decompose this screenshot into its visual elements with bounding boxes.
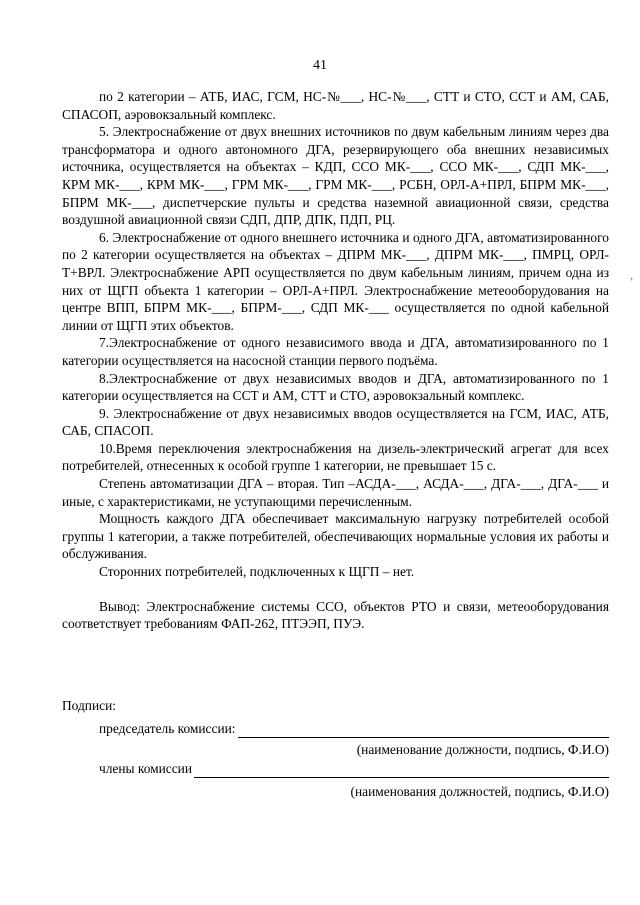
- paragraph-third-party: Сторонних потребителей, подключенных к ЩГП – нет.: [99, 564, 415, 580]
- signatures-heading: Подписи:: [62, 698, 116, 713]
- edge-mark: ,: [630, 270, 633, 282]
- chairman-caption: (наименование должности, подпись, Ф.И.О): [356, 742, 609, 757]
- paragraph-item-10: 10.Время переключения электроснабжения на дизель-электрический агрегат для всех потребителей, отнесенных к особой группе 1 категории, не превышает 15 с.: [62, 440, 609, 474]
- paragraph-item-5: 5. Электроснабжение от двух внешних источников по двум кабельным линиям через два трансформатора и одного автономного ДГА, резервирующего оба внешних независимых источника, осуществляется на объектах – КДП, ССО МК-___, ССО МК-___, СДП МК-___, КРМ МК-___, КРМ МК-___, ГРМ МК-___, ГРМ МК-___, РСБН, ОРЛ-А+ПРЛ, БПРМ МК-___, БПРМ МК-___, диспетчерские пульты и средства наземной авиационной связи, средства воздушной авиационной связи СДП, ДПР, ДПК, ПДП, РЦ.: [62, 124, 609, 228]
- paragraph-item-8: 8.Электроснабжение от двух независимых вводов и ДГА, автоматизированного по 1 категории осуществляется на ССТ и АМ, СТТ и СТО, аэровокзальный комплекс.: [62, 370, 609, 404]
- members-signature-row: [99, 760, 609, 778]
- members-label: члены комиссии: [99, 761, 192, 776]
- chairman-label: председатель комиссии:: [99, 721, 236, 736]
- chairman-signature-line[interactable]: [238, 723, 609, 738]
- members-caption: (наименования должностей, подпись, Ф.И.О): [350, 784, 609, 799]
- paragraph-item-6: 6. Электроснабжение от одного внешнего источника и одного ДГА, автоматизированного по 2 категории осуществляется на объектах – ДПРМ МК-___, ДПРМ МК-___, ПМРЦ, ОРЛ-Т+ВРЛ. Электроснабжение АРП осуществляется по двум кабельным линиям, причем одна из них от ЩГП объекта 1 категории – ОРЛ-А+ПРЛ. Электроснабжение метеооборудования на центре ВПП, БПРМ МК-___, БПРМ-___, СДП МК-___ осуществляется по одной кабельной линии от ЩГП этих объектов.: [62, 229, 609, 333]
- page-number: 41: [313, 58, 327, 73]
- paragraph-power-capacity: Мощность каждого ДГА обеспечивает максимальную нагрузку потребителей особой группы 1 категории, а также потребителей, обеспечивающих нормальные условия их работы и обслуживания.: [62, 511, 609, 562]
- chairman-signature-row: [99, 720, 609, 738]
- paragraph-item-7: 7.Электроснабжение от одного независимого ввода и ДГА, автоматизированного по 1 категории осуществляется на насосной станции первого подъёма.: [62, 335, 609, 368]
- paragraph-item-9: 9. Электроснабжение от двух независимых вводов осуществляется на ГСМ, ИАС, АТБ, САБ, СПАСОП.: [62, 405, 609, 439]
- paragraph-conclusion: Вывод: Электроснабжение системы ССО, объектов РТО и связи, метеооборудования соответствует требованиям ФАП-262, ПТЭЭП, ПУЭ.: [62, 598, 609, 632]
- paragraph-categories-continuation: по 2 категории – АТБ, ИАС, ГСМ, НС-№___, НС-№___, СТТ и СТО, ССТ и АМ, САБ, СПАСОП, аэровокзальный комплекс.: [62, 89, 609, 122]
- members-signature-line[interactable]: [194, 763, 609, 778]
- paragraph-automation-degree: Степень автоматизации ДГА – вторая. Тип –АСДА-___, АСДА-___, ДГА-___, ДГА-___ и иные, с характеристиками, не уступающими перечисленным.: [62, 476, 609, 509]
- document-body: [62, 88, 609, 633]
